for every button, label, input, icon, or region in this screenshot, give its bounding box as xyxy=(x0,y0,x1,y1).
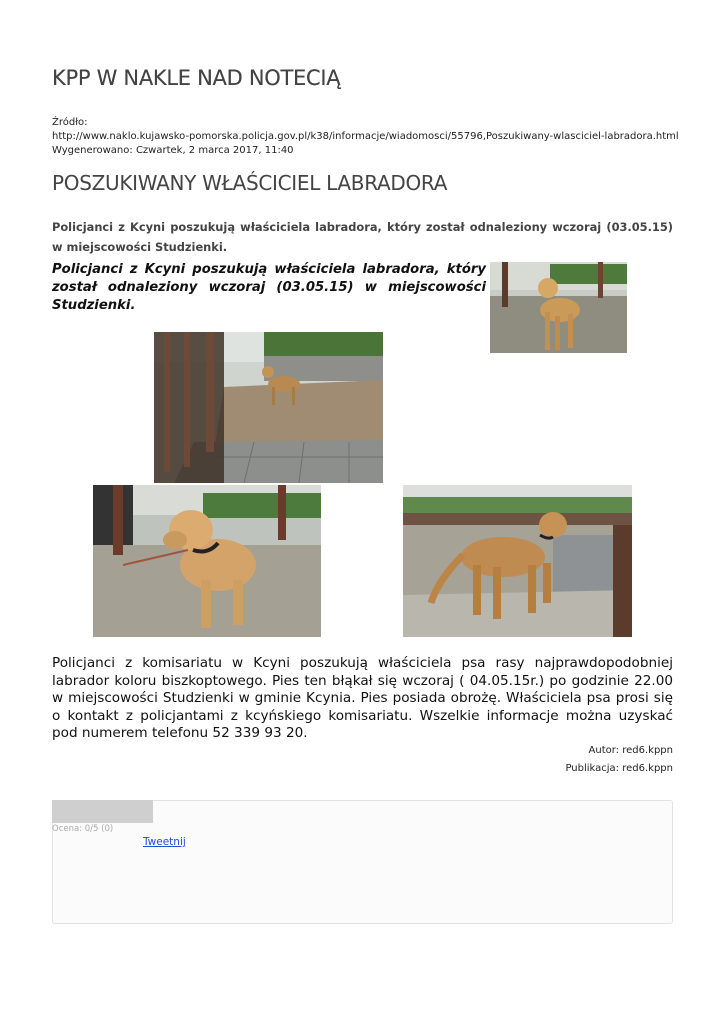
article-publication: Publikacja: red6.kppn xyxy=(565,763,673,774)
source-url[interactable]: http://www.naklo.kujawsko-pomorska.policja.gov.pl/k38/informacje/wiadomosci/55796,Poszukiwany-wlasciciel-labradora.html xyxy=(52,131,679,142)
source-meta xyxy=(52,116,692,158)
dog-photo-1[interactable] xyxy=(490,262,627,353)
rating-text: Ocena: 0/5 (0) xyxy=(52,824,114,834)
article-body: Policjanci z komisariatu w Kcyni poszukują właściciela psa rasy najprawdopodobniej labrador koloru biszkoptowego. Pies ten błąkał się wczoraj ( 04.05.15r.) po godzinie 22.00 w miejscowości Studzienki w gminie Kcynia. Pies posiada obrożę. Właściciela psa prosi się o kontakt z policjantami z kcyńskiego komisariatu. Wszelkie informacje można uzyskać pod numerem telefonu 52 339 93 20. xyxy=(52,655,673,742)
rating-bar[interactable] xyxy=(52,800,153,823)
site-title: KPP W NAKLE NAD NOTECIĄ xyxy=(52,66,341,90)
article-title: POSZUKIWANY WŁAŚCICIEL LABRADORA xyxy=(52,171,448,195)
article-lead: Policjanci z Kcyni poszukują właściciela labradora, który został odnaleziony wczoraj (03.05.15) w miejscowości Studzienki. xyxy=(52,220,673,254)
dog-photo-4[interactable] xyxy=(403,485,632,637)
generated-date: Wygenerowano: Czwartek, 2 marca 2017, 11:40 xyxy=(52,145,294,156)
article-italic-lead: Policjanci z Kcyni poszukują właściciela labradora, który został odnaleziony wczoraj (03.05.15) w miejscowości Studzienki. xyxy=(52,262,486,313)
tweet-link[interactable]: Tweetnij xyxy=(143,836,186,848)
dog-photo-2[interactable] xyxy=(154,332,383,483)
dog-photo-3[interactable] xyxy=(93,485,321,637)
article-author: Autor: red6.kppn xyxy=(588,745,673,756)
source-label: Źródło: xyxy=(52,117,88,128)
